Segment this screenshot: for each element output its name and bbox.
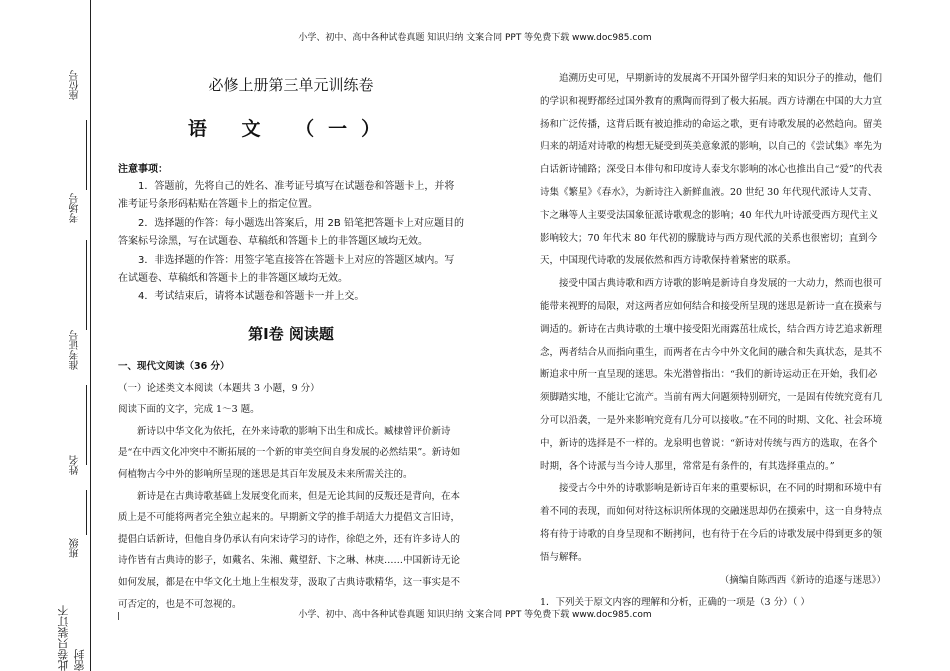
name-label: 姓名: [70, 455, 81, 475]
notice-item: 1．答题前，先将自己的姓名、准考证号填写在试题卷和答题卡上，并将准考证号条形码粘贴在答题卡上的指定位置。: [118, 181, 455, 211]
question-1: 1．下列关于原文内容的理解和分析，正确的一项是（3 分）（ ）: [540, 597, 810, 609]
notice-item: 3．非选择题的作答：用签字笔直接答在答题卡上对应的答题区域内。写在试题卷、草稿纸和答题卡上的非答题区域均无效。: [118, 254, 455, 285]
passage-paragraph: 追溯历史可见，早期新诗的发展离不开国外留学归来的知识分子的推动，他们的学识和视野都经过国外教育的熏陶而得到了极大拓展。西方诗潮在中国的大力宣扬和广泛传播，这背后既有被迫推动的命运之歌，更有诗歌发展的必然趋向。留美归来的胡适对诗歌的构想无疑受到英美意象派的影响，以自己的《尝试集》率先为白话新诗铺路；深受日本俳句和印度诗人泰戈尔影响的冰心也推出自己“爱”的代表诗集《繁星》《春水》，为新诗注入新鲜血液。20 世纪 30 年代现代派诗人艾青、卞之琳等人主要受法国象征派诗歌观念的影响；40 年代九叶诗派受西方现代主义影响较大；70 年代末 80 年代初的朦胧诗与西方现代派的关系也很密切；直到今天，中国现代诗歌的发展依然和西方诗歌保持着紧密的联系。: [540, 73, 883, 267]
exam-main-title: 语 文 （一）: [187, 118, 395, 140]
seat-number-label: 座位号: [70, 70, 81, 100]
passage-paragraph: 接受中国古典诗歌和西方诗歌的影响是新诗自身发展的一大动力，然而也很可能带来视野的局限，对这两者应如何结合和接受所呈现的迷思是新诗一直在摸索与调适的。新诗在古典诗歌的土壤中接受阳光雨露茁壮成长，结合西方诗艺追求新理念，两者结合从而指向重生，而两者在古今中外文化间的融合和失真状态，是其不断追求中所一直呈现的迷思。朱光潜曾指出：“我们的新诗运动正在开始，我们必须脚踏实地，不能让它流产。当前有两大问题须特别研究，一是固有传统究竟有几分可以沿袭，一是外来影响究竟有几分可以接收。”在不同的时期、文化、社会环境中，新诗的选择是不一样的。龙泉明也曾说：“新诗对传统与西方的选取，在各个时期，各个诗派与当今诗人那里，常常是有条件的，有其选择重点的。”: [540, 278, 883, 472]
admission-number-label: 准考证号: [70, 330, 81, 370]
exam-room-label: 考场号: [70, 193, 81, 223]
page-footer: 小学、初中、高中各种试卷真题 知识归纳 文案合同 PPT 等免费下载 www.doc985.com: [298, 610, 652, 620]
section-title: 第Ⅰ卷 阅读题: [248, 325, 334, 343]
right-column-text: [540, 68, 886, 615]
admission-number-underline: [86, 385, 87, 465]
reading-instruction: 阅读下面的文字，完成 1～3 题。: [118, 404, 260, 416]
binding-line: [90, 0, 91, 671]
seat-number-underline: [86, 120, 87, 190]
passage-source: （摘编自陈西西《新诗的追逐与迷思》）: [719, 574, 886, 586]
class-label: 班级: [70, 538, 81, 558]
page-header: 小学、初中、高中各种试卷真题 知识归纳 文案合同 PPT 等免费下载 www.doc985.com: [298, 33, 652, 43]
notice-item: 2．选择题的作答：每小题选出答案后，用 2B 铅笔把答题卡上对应题目的答案标号涂黑，写在试题卷、草稿纸和答题卡上的非答题区域均无效。: [118, 217, 464, 248]
name-underline: [86, 490, 87, 535]
seal-note: 此卷只装订不密封: [57, 605, 86, 671]
notice-item: 4．考试结束后，请将本试题卷和答题卡一并上交。: [138, 291, 365, 303]
notice-heading: 注意事项：: [118, 164, 168, 175]
notice-list: [118, 178, 464, 307]
document-title: 必修上册第三单元训练卷: [208, 76, 374, 94]
passage-paragraph: 新诗是在古典诗歌基础上发展变化而来，但是无论其间的反叛还是背向，在本质上是不可能将两者完全独立起来的。早期新文学的推手胡适大力提倡文言旧诗，提倡白话新诗，但他自身仍承认有向宋诗学习的诗作，徐皑之外，还有许多诗人的诗作皆有古典诗的影子，如戴名、朱湘、戴望舒、卞之琳、林庚……中国新诗无论如何发展，都是在中华文化土地上生根发芽，汲取了古典诗歌精华，这一事实是不可否定的，也是不可忽视的。: [118, 490, 461, 610]
passage-paragraph: 接受古今中外的诗歌影响是新诗百年来的重要标识，在不同的时期和环境中有着不同的表现，而如何对待这标识所体现的交融迷思却仍在摸索中，这一自身特点将有待于诗歌的自身呈现和不断拷问，也有待于在今后的诗歌发展中得到更多的领悟与解释。: [540, 483, 883, 563]
part-heading: 一、现代文阅读（36 分）: [118, 361, 230, 372]
exam-room-underline: [86, 240, 87, 330]
passage-paragraph: 新诗以中华文化为依托，在外来诗歌的影响下出生和成长。臧棣曾评价新诗是“在中西文化冲突中不断拓展的一个新的审美空间自身发展的必然结果”。新诗如何植物古今中外的影响所呈现的迷思是其百年发展及未来所需关注的。: [118, 425, 461, 480]
left-column-text: [118, 356, 464, 615]
subsection-heading: （一）论述类文本阅读（本题共 3 小题，9 分）: [118, 382, 320, 394]
